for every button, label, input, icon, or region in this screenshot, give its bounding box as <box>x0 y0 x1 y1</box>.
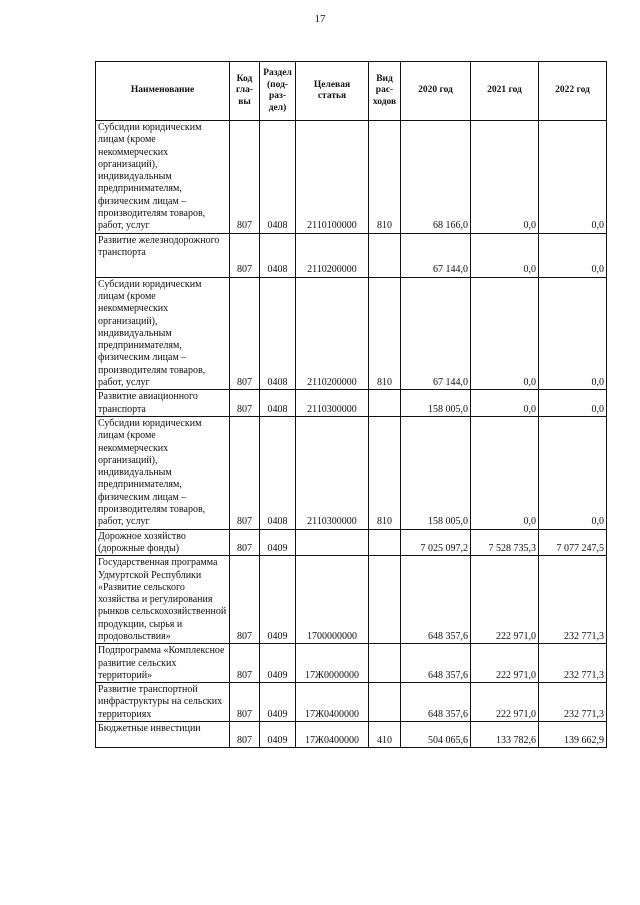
header-vid-line: рас- <box>375 85 394 96</box>
row-razdel: 0408 <box>260 233 296 277</box>
table-row <box>96 277 607 390</box>
row-tsel: 2110300000 <box>296 416 369 529</box>
row-name: Развитие транспортной инфраструктуры на сельских территориях <box>96 683 230 722</box>
row-2020: 648 357,6 <box>401 644 471 683</box>
row-vid <box>369 390 401 417</box>
page-number: 17 <box>314 13 326 25</box>
row-razdel: 0408 <box>260 121 296 234</box>
table-row <box>96 683 607 722</box>
row-razdel: 0409 <box>260 683 296 722</box>
row-2021: 222 971,0 <box>471 644 539 683</box>
table-row <box>96 416 607 529</box>
row-2021: 0,0 <box>471 277 539 390</box>
row-2022: 0,0 <box>539 277 607 390</box>
row-2020: 67 144,0 <box>401 277 471 390</box>
header-kod-line: вы <box>238 96 251 107</box>
row-name: Развитие авиационного транспорта <box>96 390 230 417</box>
row-kod: 807 <box>230 722 260 748</box>
row-2021: 222 971,0 <box>471 683 539 722</box>
row-tsel: 2110200000 <box>296 233 369 277</box>
table-header-row <box>96 62 607 121</box>
header-kod-line: Код <box>236 73 253 84</box>
row-2021: 7 528 735,3 <box>471 529 539 556</box>
row-name: Бюджетные инвестиции <box>96 722 230 748</box>
row-tsel: 2110300000 <box>296 390 369 417</box>
budget-table <box>95 61 607 748</box>
table-row <box>96 390 607 417</box>
header-razdel-line: (под- <box>266 79 289 90</box>
row-razdel: 0409 <box>260 644 296 683</box>
row-kod: 807 <box>230 121 260 234</box>
table-row <box>96 722 607 748</box>
row-2021: 0,0 <box>471 416 539 529</box>
row-vid <box>369 529 401 556</box>
row-kod: 807 <box>230 390 260 417</box>
row-vid <box>369 233 401 277</box>
row-kod: 807 <box>230 644 260 683</box>
header-razdel-line: Раздел <box>263 68 292 78</box>
row-tsel: 17Ж0400000 <box>296 722 369 748</box>
row-vid: 810 <box>369 416 401 529</box>
row-name: Подпрограмма «Комплексное развитие сельских территорий» <box>96 644 230 683</box>
row-kod: 807 <box>230 529 260 556</box>
row-razdel: 0409 <box>260 529 296 556</box>
row-2020: 7 025 097,2 <box>401 529 471 556</box>
row-2020: 68 166,0 <box>401 121 471 234</box>
row-vid <box>369 644 401 683</box>
row-razdel: 0408 <box>260 416 296 529</box>
header-vid-line: Вид <box>376 73 393 84</box>
row-2022: 0,0 <box>539 390 607 417</box>
row-2020: 648 357,6 <box>401 683 471 722</box>
row-razdel: 0408 <box>260 277 296 390</box>
row-2021: 222 971,0 <box>471 556 539 644</box>
table-row <box>96 556 607 644</box>
row-2022: 232 771,3 <box>539 683 607 722</box>
row-name: Государственная программа Удмуртской Республики «Развитие сельского хозяйства и регулирования рынков сельскохозяйственной продукции, сырья и продовольствия» <box>96 556 230 644</box>
row-2020: 67 144,0 <box>401 233 471 277</box>
row-vid: 810 <box>369 121 401 234</box>
header-2021: 2021 год <box>471 62 539 121</box>
row-2022: 232 771,3 <box>539 644 607 683</box>
header-name: Наименование <box>96 62 230 121</box>
row-vid <box>369 683 401 722</box>
table-row <box>96 644 607 683</box>
row-2022: 0,0 <box>539 416 607 529</box>
row-razdel: 0409 <box>260 556 296 644</box>
row-name: Субсидии юридическим лицам (кроме некоммерческих организаций), индивидуальным предпринимателям, физическим лицам – производителям товаров, работ, услуг <box>96 416 230 529</box>
row-razdel: 0409 <box>260 722 296 748</box>
row-vid: 410 <box>369 722 401 748</box>
header-2022: 2022 год <box>539 62 607 121</box>
header-razdel-line: раз- <box>268 91 286 101</box>
row-vid: 810 <box>369 277 401 390</box>
row-name: Субсидии юридическим лицам (кроме некоммерческих организаций), индивидуальным предпринимателям, физическим лицам – производителям товаров, работ, услуг <box>96 121 230 234</box>
row-2022: 139 662,9 <box>539 722 607 748</box>
header-razdel <box>260 62 296 121</box>
row-2020: 648 357,6 <box>401 556 471 644</box>
row-vid <box>369 556 401 644</box>
header-vid <box>369 62 401 121</box>
row-kod: 807 <box>230 277 260 390</box>
row-kod: 807 <box>230 683 260 722</box>
row-name: Дорожное хозяйство (дорожные фонды) <box>96 529 230 556</box>
header-kod-line: гла- <box>235 85 254 96</box>
row-2020: 158 005,0 <box>401 416 471 529</box>
row-2021: 0,0 <box>471 390 539 417</box>
table-row <box>96 121 607 234</box>
row-tsel: 17Ж0000000 <box>296 644 369 683</box>
header-2020: 2020 год <box>401 62 471 121</box>
row-2022: 232 771,3 <box>539 556 607 644</box>
row-tsel: 2110100000 <box>296 121 369 234</box>
row-kod: 807 <box>230 233 260 277</box>
row-name: Субсидии юридическим лицам (кроме некоммерческих организаций), индивидуальным предпринимателям, физическим лицам – производителям товаров, работ, услуг <box>96 277 230 390</box>
row-2020: 504 065,6 <box>401 722 471 748</box>
header-kod <box>230 62 260 121</box>
row-2021: 0,0 <box>471 233 539 277</box>
row-kod: 807 <box>230 556 260 644</box>
row-name: Развитие железнодорожного транспорта <box>96 233 230 277</box>
header-vid-line: ходов <box>372 96 397 107</box>
header-razdel-line: дел) <box>268 102 287 113</box>
row-2022: 0,0 <box>539 121 607 234</box>
header-tsel <box>296 62 369 121</box>
row-tsel: 2110200000 <box>296 277 369 390</box>
row-2021: 133 782,6 <box>471 722 539 748</box>
header-tsel-line: статья <box>317 91 347 101</box>
row-razdel: 0408 <box>260 390 296 417</box>
row-kod: 807 <box>230 416 260 529</box>
row-2021: 0,0 <box>471 121 539 234</box>
table-row <box>96 529 607 556</box>
row-tsel: 1700000000 <box>296 556 369 644</box>
row-2020: 158 005,0 <box>401 390 471 417</box>
header-tsel-line: Целевая <box>313 79 351 90</box>
row-2022: 7 077 247,5 <box>539 529 607 556</box>
table-row <box>96 233 607 277</box>
row-tsel: 17Ж0400000 <box>296 683 369 722</box>
row-tsel <box>296 529 369 556</box>
row-2022: 0,0 <box>539 233 607 277</box>
